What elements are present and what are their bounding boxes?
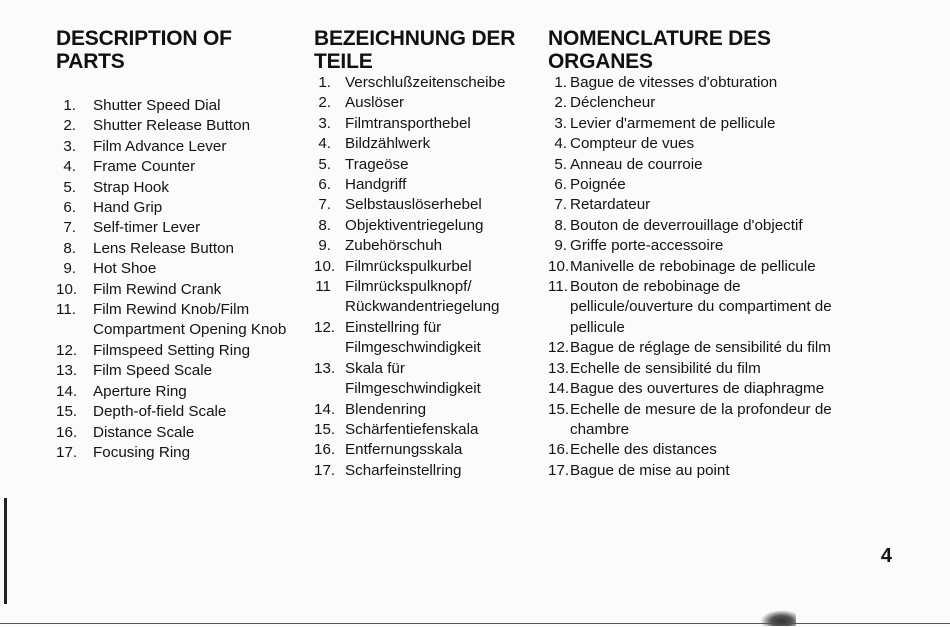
list-item — [548, 461, 858, 481]
list-item — [56, 382, 296, 402]
list-item — [314, 461, 536, 481]
list-item — [314, 257, 536, 277]
item-number: 2. — [63, 117, 76, 135]
list-item — [314, 236, 536, 256]
list-item — [548, 134, 858, 154]
item-number: 5. — [554, 155, 567, 173]
item-number: 2. — [318, 94, 331, 112]
item-number: 7. — [318, 196, 331, 214]
german-column — [314, 27, 536, 481]
item-label: Film Advance Lever — [93, 137, 227, 155]
list-item — [314, 73, 536, 93]
list-item — [56, 423, 296, 443]
item-number: 11. — [548, 278, 568, 296]
list-item — [56, 178, 296, 198]
english-parts-list — [56, 96, 296, 463]
list-item — [314, 195, 536, 215]
item-label: Bouton de rebobinage de pellicule/ouverture du compartiment de pellicule — [570, 278, 832, 336]
item-number: 15. — [548, 400, 570, 418]
item-label: Verschlußzeitenscheibe — [345, 74, 506, 91]
list-item — [314, 134, 536, 154]
list-item — [56, 259, 296, 279]
list-item — [548, 216, 858, 236]
item-number: 1. — [554, 74, 567, 91]
list-item — [56, 300, 296, 341]
item-label: Depth-of-field Scale — [93, 403, 227, 421]
list-item — [548, 277, 858, 338]
list-item — [56, 402, 296, 422]
item-label: Auslöser — [345, 94, 405, 112]
scan-edge-mark — [4, 498, 7, 604]
list-item — [314, 359, 536, 400]
item-number: 9. — [554, 237, 567, 255]
list-item — [548, 73, 858, 93]
item-number: 4. — [554, 135, 567, 153]
item-number: 15. — [56, 403, 78, 421]
item-label: Frame Counter — [93, 158, 196, 176]
item-label: Shutter Release Button — [93, 117, 251, 135]
item-number: 2. — [554, 94, 567, 112]
item-number: 1. — [63, 97, 76, 114]
item-label: Bouton de deverrouillage d'objectif — [570, 216, 803, 234]
list-item — [314, 216, 536, 236]
item-number: 1. — [318, 74, 331, 91]
item-label: Shutter Speed Dial — [93, 97, 221, 114]
item-number: 4. — [63, 158, 76, 176]
page-number: 4 — [880, 545, 892, 567]
list-item — [548, 338, 858, 358]
item-label: Anneau de courroie — [570, 155, 703, 173]
list-item — [314, 440, 536, 460]
french-parts-list — [548, 73, 858, 481]
item-label: Bague de réglage de sensibilité du film — [570, 339, 831, 357]
item-number: 9. — [318, 237, 331, 255]
item-number: 17. — [56, 443, 78, 461]
item-number: 16. — [314, 441, 336, 459]
scan-bottom-rule — [0, 623, 950, 624]
item-number: 4. — [318, 135, 331, 153]
list-item — [548, 359, 858, 379]
item-label: Déclencheur — [570, 94, 656, 112]
item-label: Lens Release Button — [93, 239, 235, 257]
english-heading: DESCRIPTION OF PARTS — [56, 27, 232, 73]
item-label: Film Rewind Crank — [93, 280, 222, 298]
item-label: Bague de vitesses d'obturation — [570, 74, 778, 91]
item-label: Bague de mise au point — [570, 461, 730, 479]
french-heading: NOMENCLATURE DES ORGANES — [548, 27, 771, 73]
french-column — [548, 27, 858, 481]
item-number: 8. — [63, 239, 76, 257]
item-number: 17. — [314, 461, 336, 479]
item-label: Manivelle de rebobinage de pellicule — [570, 257, 816, 275]
item-number: 5. — [63, 178, 76, 196]
list-item — [548, 195, 858, 215]
item-number: 15. — [314, 420, 336, 438]
item-number: 17. — [548, 461, 570, 479]
list-item — [56, 443, 296, 463]
item-label: Entfernungsskala — [345, 441, 463, 459]
item-number: 12. — [548, 339, 570, 357]
item-label: Echelle des distances — [570, 441, 717, 459]
list-item — [548, 93, 858, 113]
list-item — [548, 379, 858, 399]
item-label: Filmtransporthebel — [345, 114, 471, 132]
list-item — [56, 361, 296, 381]
item-label: Aperture Ring — [93, 382, 187, 400]
list-item — [56, 239, 296, 259]
item-label: Hot Shoe — [93, 260, 157, 278]
list-item — [548, 175, 858, 195]
list-item — [548, 440, 858, 460]
item-label: Self-timer Lever — [93, 219, 201, 237]
item-number: 3. — [554, 114, 567, 132]
list-item — [548, 236, 858, 256]
item-number: 13. — [56, 362, 78, 380]
item-label: Focusing Ring — [93, 443, 191, 461]
list-item — [548, 155, 858, 175]
item-label: Echelle de mesure de la profondeur de chambre — [570, 400, 832, 438]
item-number: 8. — [554, 216, 567, 234]
list-item — [548, 257, 858, 277]
item-number: 7. — [63, 219, 76, 237]
list-item — [56, 157, 296, 177]
item-number: 7. — [554, 196, 567, 214]
scan-smudge — [760, 610, 796, 626]
item-label: Strap Hook — [93, 178, 169, 196]
list-item — [314, 318, 536, 359]
english-column — [56, 27, 296, 463]
item-number: 16. — [56, 423, 78, 441]
item-label: Scharfeinstellring — [345, 461, 462, 479]
item-number: 3. — [63, 137, 76, 155]
list-item — [314, 155, 536, 175]
item-number: 12. — [314, 318, 336, 336]
item-label: Bague des ouvertures de diaphragme — [570, 380, 825, 398]
item-label: Distance Scale — [93, 423, 195, 441]
item-label: Levier d'armement de pellicule — [570, 114, 776, 132]
item-label: Bildzählwerk — [345, 135, 431, 153]
item-label: Echelle de sensibilité du film — [570, 359, 761, 377]
list-item — [56, 96, 296, 116]
item-label: Hand Grip — [93, 199, 163, 217]
list-item — [56, 198, 296, 218]
item-number: 6. — [63, 199, 76, 217]
item-number: 11 — [315, 278, 331, 296]
item-label: Handgriff — [345, 176, 407, 194]
item-number: 10. — [314, 257, 336, 275]
item-number: 8. — [318, 216, 331, 234]
item-label: Trageöse — [345, 155, 409, 173]
list-item — [56, 280, 296, 300]
item-number: 6. — [318, 176, 331, 194]
list-item — [56, 341, 296, 361]
item-label: Schärfentiefenskala — [345, 420, 479, 438]
list-item — [56, 116, 296, 136]
item-label: Retardateur — [570, 196, 651, 214]
list-item — [314, 420, 536, 440]
item-label: Poignée — [570, 176, 626, 194]
list-item — [548, 400, 858, 441]
item-label: Film Speed Scale — [93, 362, 213, 380]
list-item — [56, 218, 296, 238]
item-label: Zubehörschuh — [345, 237, 443, 255]
item-label: Skala für Filmgeschwindigkeit — [345, 359, 481, 398]
item-label: Filmspeed Setting Ring — [93, 341, 251, 359]
item-label: Filmrückspulkurbel — [345, 257, 472, 275]
list-item — [314, 400, 536, 420]
item-label: Filmrückspulknopf/ Rückwandentriegelung — [345, 278, 500, 316]
item-label: Compteur de vues — [570, 135, 695, 153]
list-item — [56, 137, 296, 157]
list-item — [314, 175, 536, 195]
item-number: 14. — [314, 400, 336, 418]
item-number: 9. — [63, 260, 76, 278]
item-number: 5. — [318, 155, 331, 173]
list-item — [314, 114, 536, 134]
item-label: Film Rewind Knob/Film Compartment Opening Knob — [93, 301, 287, 339]
item-number: 13. — [314, 359, 336, 377]
item-label: Selbstauslöserhebel — [345, 196, 482, 214]
item-label: Blendenring — [345, 400, 427, 418]
item-number: 14. — [56, 382, 78, 400]
item-number: 14. — [548, 380, 570, 398]
item-number: 10. — [56, 280, 78, 298]
item-number: 16. — [548, 441, 570, 459]
item-label: Einstellring für Filmgeschwindigkeit — [345, 318, 481, 357]
item-number: 10. — [548, 257, 570, 275]
item-number: 3. — [318, 114, 331, 132]
item-number: 11. — [56, 301, 76, 319]
item-number: 6. — [554, 176, 567, 194]
item-label: Griffe porte-accessoire — [570, 237, 724, 255]
list-item — [548, 114, 858, 134]
german-heading: BEZEICHNUNG DER TEILE — [314, 27, 516, 73]
item-number: 13. — [548, 359, 570, 377]
list-item — [314, 93, 536, 113]
list-item — [314, 277, 536, 318]
item-number: 12. — [56, 341, 78, 359]
item-label: Objektiventriegelung — [345, 216, 484, 234]
german-parts-list — [314, 73, 536, 481]
